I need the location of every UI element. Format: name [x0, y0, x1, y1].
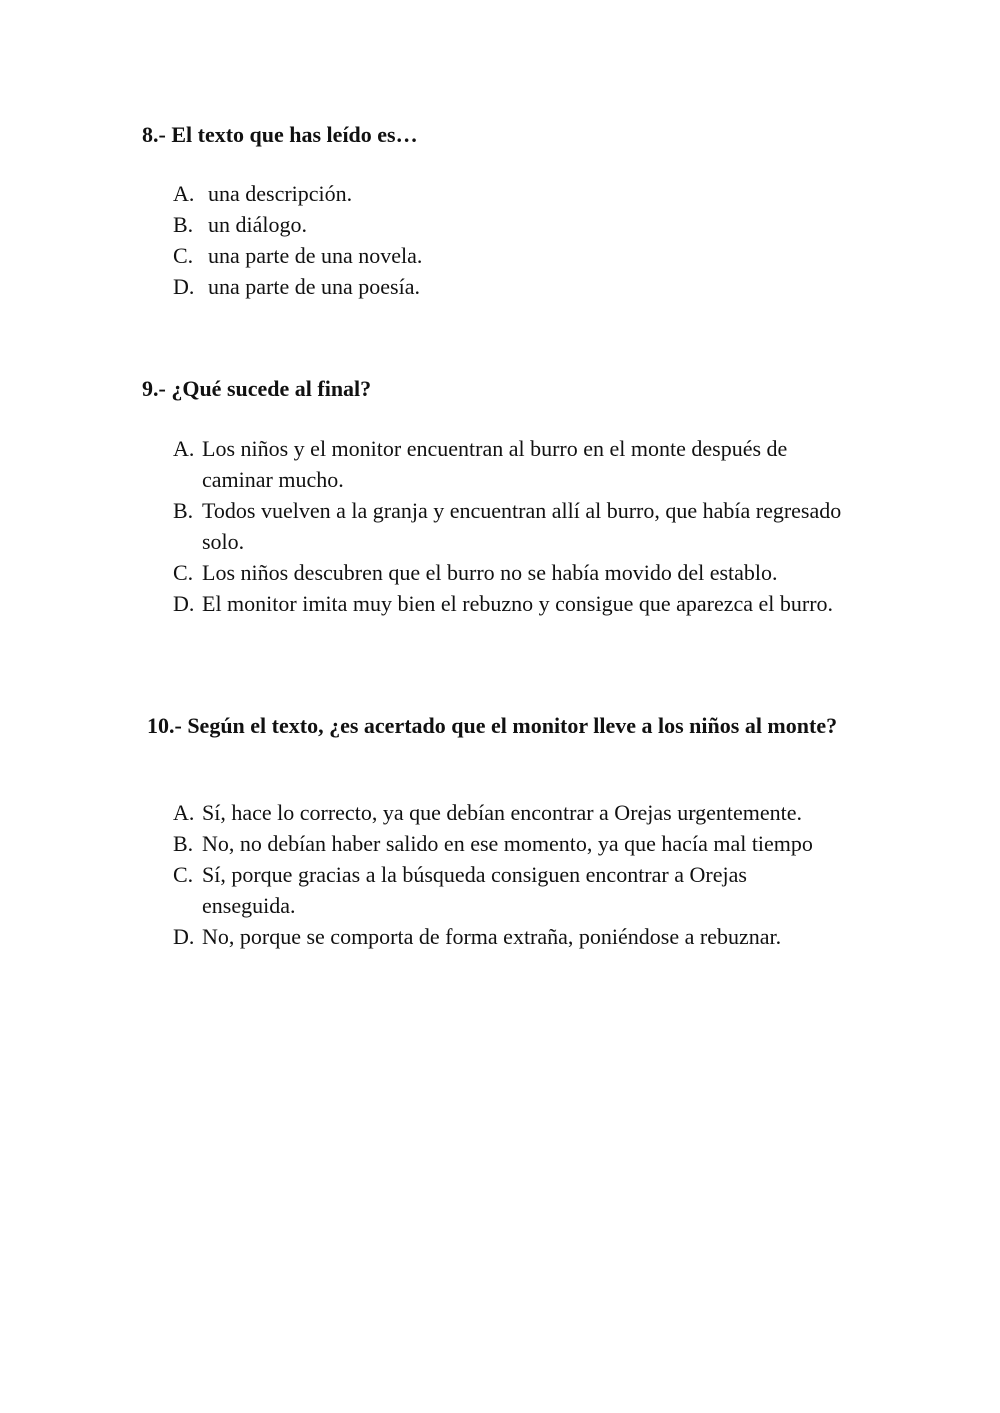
- answer-option-b[interactable]: [173, 209, 853, 240]
- answer-option-a[interactable]: [173, 797, 835, 828]
- option-letter: C.: [173, 243, 194, 268]
- answer-option-c[interactable]: [173, 859, 835, 921]
- answer-options: [173, 178, 853, 302]
- option-text: No, no debían haber salido en ese momento, ya que hacía mal tiempo: [202, 831, 813, 856]
- option-letter: D.: [173, 591, 195, 616]
- answer-option-d[interactable]: [173, 271, 853, 302]
- answer-option-a[interactable]: [173, 433, 845, 495]
- option-text: Sí, hace lo correcto, ya que debían encontrar a Orejas urgentemente.: [202, 800, 803, 825]
- question-title: 8.- El texto que has leído es…: [142, 122, 418, 147]
- option-text: Todos vuelven a la granja y encuentran allí al burro, que había regresado solo.: [202, 498, 842, 554]
- option-letter: A.: [173, 436, 195, 461]
- answer-option-b[interactable]: [173, 828, 835, 859]
- option-letter: B.: [173, 498, 194, 523]
- option-text: Los niños y el monitor encuentran al burro en el monte después de caminar mucho.: [202, 436, 788, 492]
- answer-option-b[interactable]: [173, 495, 845, 557]
- option-letter: B.: [173, 212, 194, 237]
- option-letter: D.: [173, 274, 195, 299]
- option-text: No, porque se comporta de forma extraña, poniéndose a rebuznar.: [202, 924, 782, 949]
- option-text: Los niños descubren que el burro no se había movido del establo.: [202, 560, 778, 585]
- answer-options: [173, 433, 845, 619]
- answer-option-c[interactable]: [173, 240, 853, 271]
- option-text: una descripción.: [208, 181, 353, 206]
- option-text: una parte de una novela.: [208, 243, 423, 268]
- option-letter: C.: [173, 862, 194, 887]
- question-title: 10.- Según el texto, ¿es acertado que el monitor lleve a los niños al monte?: [147, 713, 838, 738]
- option-letter: A.: [173, 800, 195, 825]
- answer-option-a[interactable]: [173, 178, 853, 209]
- answer-option-d[interactable]: [173, 921, 835, 952]
- option-letter: A.: [173, 181, 195, 206]
- option-letter: C.: [173, 560, 194, 585]
- question-title: 9.- ¿Qué sucede al final?: [142, 376, 372, 401]
- answer-option-c[interactable]: [173, 557, 845, 588]
- option-letter: B.: [173, 831, 194, 856]
- option-letter: D.: [173, 924, 195, 949]
- answer-option-d[interactable]: [173, 588, 845, 619]
- option-text: un diálogo.: [208, 212, 307, 237]
- answer-options: [173, 797, 835, 952]
- option-text: Sí, porque gracias a la búsqueda consiguen encontrar a Orejas enseguida.: [202, 862, 747, 918]
- option-text: una parte de una poesía.: [208, 274, 420, 299]
- option-text: El monitor imita muy bien el rebuzno y consigue que aparezca el burro.: [202, 591, 834, 616]
